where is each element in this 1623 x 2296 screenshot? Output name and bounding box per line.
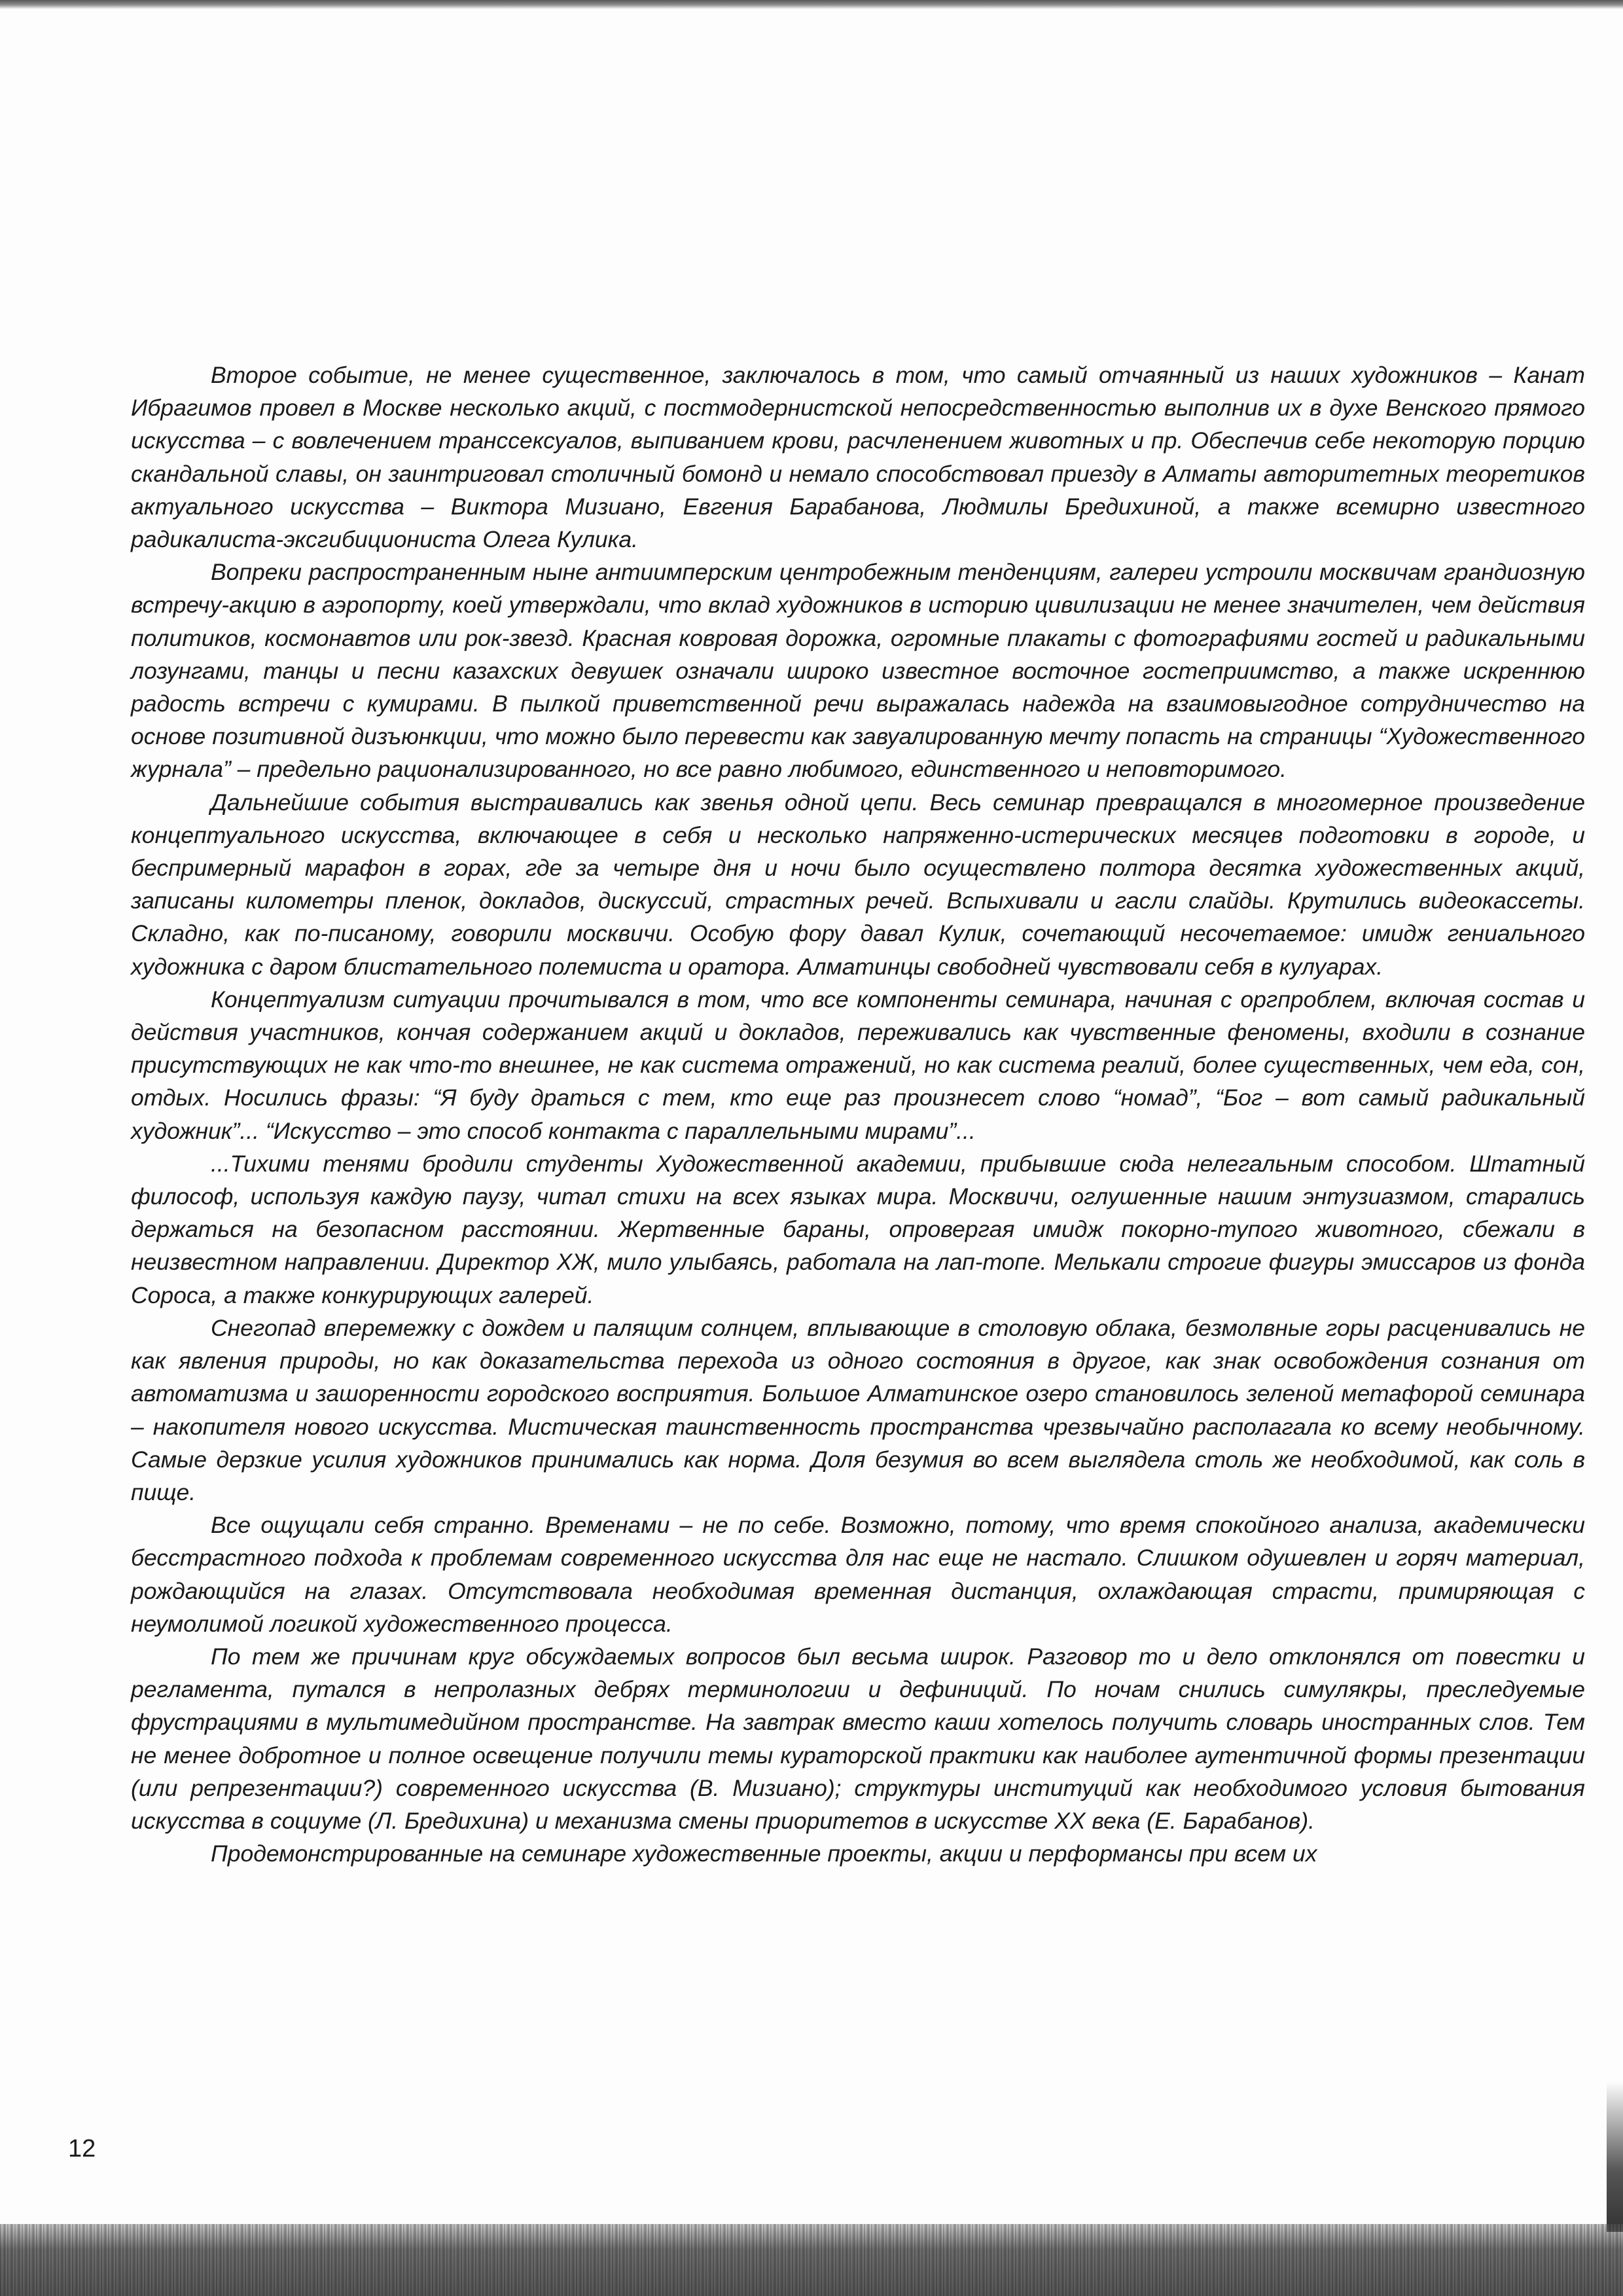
scan-edge-bottom [0, 2224, 1623, 2296]
scan-edge-right [1607, 2081, 1623, 2232]
page-number: 12 [68, 2135, 96, 2162]
paragraph: Дальнейшие события выстраивались как звенья одной цепи. Весь семинар превращался в многомерное произведение концептуального искусства, включающее в себя и несколько напряженно-истерических месяцев подготовки в городе, и беспримерный марафон в горах, где за четыре дня и ночи было осуществлено полтора десятка художественных акций, записаны километры пленок, докладов, дискуссий, страстных речей. Вспыхивали и гасли слайды. Крутились видеокассеты. Складно, как по-писаному, говорили москвичи. Особую фору давал Кулик, сочетающий несочетаемое: имидж гениального художника с даром блистательного полемиста и оратора. Алматинцы свободней чувствовали себя в кулуарах. [131, 789, 1585, 980]
paragraph: По тем же причинам круг обсуждаемых вопросов был весьма широк. Разговор то и дело отклонялся от повестки и регламента, путался в непролазных дебрях терминологии и дефиниций. По ночам снились симулякры, преследуемые фрустрациями в мультимедийном пространстве. На завтрак вместо каши хотелось получить словарь иностранных слов. Тем не менее добротное и полное освещение получили темы кураторской практики как наиболее аутентичной формы презентации (или репрезентации?) современного искусства (В. Мизиано); структуры институций как необходимого условия бытования искусства в социуме (Л. Бредихина) и механизма смены приоритетов в искусстве XX века (Е. Барабанов). [131, 1643, 1585, 1834]
article-body [131, 359, 1585, 1870]
paragraph: Вопреки распространенным ныне антиимперским центробежным тенденциям, галереи устроили москвичам грандиозную встречу-акцию в аэропорту, коей утверждали, что вклад художников в историю цивилизации не менее значителен, чем действия политиков, космонавтов или рок-звезд. Красная ковровая дорожка, огромные плакаты с фотографиями гостей и радикальными лозунгами, танцы и песни казахских девушек означали широко известное восточное гостеприимство, а также искреннюю радость встречи с кумирами. В пылкой приветственной речи выражалась надежда на взаимовыгодное сотрудничество на основе позитивной дизъюнкции, что можно было перевести как завуалированную мечту попасть на страницы “Художественного журнала” – предельно рационализированного, но все равно любимого, единственного и неповторимого. [131, 559, 1585, 783]
paragraph: Второе событие, не менее существенное, заключалось в том, что самый отчаянный из наших художников – Канат Ибрагимов провел в Москве несколько акций, с постмодернистской непосредственностью выполнив их в духе Венского прямого искусства – с вовлечением транссексуалов, выпиванием крови, расчленением животных и пр. Обеспечив себе некоторую порцию скандальной славы, он заинтриговал столичный бомонд и немало способствовал приезду в Алматы авторитетных теоретиков актуального искусства – Виктора Мизиано, Евгения Барабанова, Людмилы Бредихиной, а также всемирно известного радикалиста-эксгибициониста Олега Кулика. [131, 362, 1585, 553]
paragraph: Продемонстрированные на семинаре художественные проекты, акции и перформансы при всем их [211, 1840, 1317, 1867]
scan-edge-top [0, 0, 1623, 9]
paragraph: Все ощущали себя странно. Временами – не по себе. Возможно, потому, что время спокойного анализа, академически бесстрастного подхода к проблемам современного искусства для нас еще не настало. Слишком одушевлен и горяч материал, рождающийся на глазах. Отсутствовала необходимая временная дистанция, охлаждающая страсти, примиряющая с неумолимой логикой художественного процесса. [131, 1512, 1585, 1637]
paragraph: Концептуализм ситуации прочитывался в том, что все компоненты семинара, начиная с оргпроблем, включая состав и действия участников, кончая содержанием акций и докладов, переживались как чувственные феномены, входили в сознание присутствующих не как что-то внешнее, не как система отражений, но как система реалий, более существенных, чем еда, сон, отдых. Носились фразы: “Я буду драться с тем, кто еще раз произнесет слово “номад”, “Бог – вот самый радикальный художник”... “Искусство – это способ контакта с параллельными мирами”... [131, 986, 1585, 1144]
paragraph: ...Тихими тенями бродили студенты Художественной академии, прибывшие сюда нелегальным способом. Штатный философ, используя каждую паузу, читал стихи на всех языках мира. Москвичи, оглушенные нашим энтузиазмом, старались держаться на безопасном расстоянии. Жертвенные бараны, опровергая имидж покорно-тупого животного, сбежали в неизвестном направлении. Директор ХЖ, мило улыбаясь, работала на лап-топе. Мелькали строгие фигуры эмиссаров из фонда Сороса, а также конкурирующих галерей. [131, 1150, 1585, 1308]
paragraph: Снегопад вперемежку с дождем и палящим солнцем, вплывающие в столовую облака, безмолвные горы расценивались не как явления природы, но как доказательства перехода из одного состояния в другое, как знак освобождения сознания от автоматизма и зашоренности городского восприятия. Большое Алматинское озеро становилось зеленой метафорой семинара – накопителя нового искусства. Мистическая таинственность пространства чрезвычайно располагала ко всему необычному. Самые дерзкие усилия художников принимались как норма. Доля безумия во всем выглядела столь же необходимой, как соль в пище. [131, 1314, 1585, 1505]
